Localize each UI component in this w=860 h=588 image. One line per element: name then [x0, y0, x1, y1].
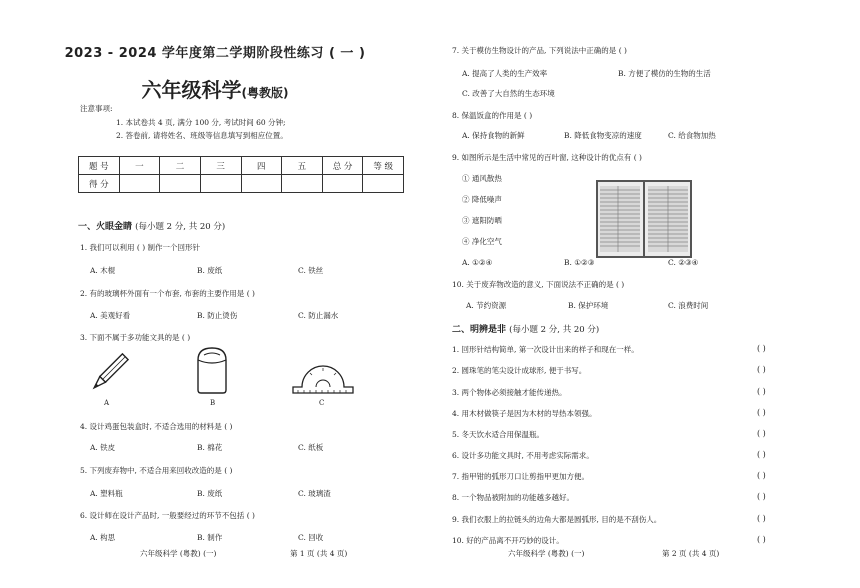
tf-question-2: 2. 圆珠笔的笔尖设计成球形, 便于书写。	[452, 366, 587, 375]
q3-option-b[interactable]: B	[210, 399, 216, 407]
question-4: 4. 设计鸡蛋包装盒时, 不适合选用的材料是 ( )	[80, 422, 233, 431]
score-cell: 二	[160, 157, 201, 175]
tf-question-1: 1. 回形针结构简单, 第一次设计出来的样子和现在一样。	[452, 345, 639, 354]
protractor-ruler-icon[interactable]	[290, 359, 356, 397]
notes-title: 注意事项:	[80, 104, 113, 113]
score-cell: 得 分	[79, 175, 120, 193]
q7-option-a[interactable]: A. 提高了人类的生产效率	[462, 69, 548, 78]
tf-answer-5[interactable]: ( )	[757, 429, 766, 438]
q6-option-b[interactable]: B. 制作	[197, 533, 223, 542]
question-9: 9. 如图所示是生活中常见的百叶窗, 这种设计的优点有 ( )	[452, 153, 642, 162]
score-cell: 总 分	[322, 157, 363, 175]
note-1: 1. 本试卷共 4 页, 满分 100 分, 考试时间 60 分钟;	[116, 118, 286, 127]
subject-title	[0, 74, 430, 103]
tf-answer-6[interactable]: ( )	[757, 450, 766, 459]
score-input-cell[interactable]	[200, 175, 241, 193]
q4-option-b[interactable]: B. 棉花	[197, 443, 223, 452]
tf-answer-9[interactable]: ( )	[757, 514, 766, 523]
footer-page-number: 第 2 页 (共 4 页)	[662, 549, 720, 558]
question-8: 8. 保温饭盒的作用是 ( )	[452, 111, 533, 120]
score-cell: 四	[241, 157, 282, 175]
score-cell: 等 级	[363, 157, 404, 175]
score-cell: 题 号	[79, 157, 120, 175]
q1-option-c[interactable]: C. 铁丝	[298, 266, 324, 275]
tf-answer-3[interactable]: ( )	[757, 387, 766, 396]
q7-option-b[interactable]: B. 方便了模仿的生物的生活	[618, 69, 711, 78]
section-1-title: 一、火眼金睛	[78, 222, 133, 232]
section-2-note: (每小题 2 分, 共 20 分)	[509, 325, 600, 335]
pencil-icon[interactable]	[88, 352, 130, 394]
tf-answer-10[interactable]: ( )	[757, 535, 766, 544]
q2-option-b[interactable]: B. 防止烫伤	[197, 311, 238, 320]
edition: (粤教版)	[241, 86, 289, 100]
tf-question-10: 10. 好的产品离不开巧妙的设计。	[452, 536, 564, 545]
score-table-header-row	[79, 157, 404, 175]
q3-option-a[interactable]: A	[104, 399, 110, 407]
tf-question-4: 4. 用木材做筷子是因为木材的导热本领强。	[452, 409, 597, 418]
q5-option-c[interactable]: C. 玻璃渣	[298, 489, 331, 498]
q9-item-3: ③ 遮阳防晒	[462, 216, 502, 225]
q4-option-a[interactable]: A. 铁皮	[90, 443, 116, 452]
q9-item-1: ① 通风散热	[462, 174, 502, 183]
tf-answer-1[interactable]: ( )	[757, 344, 766, 353]
tf-question-5: 5. 冬天饮水适合用保温瓶。	[452, 430, 545, 439]
section-2-heading	[452, 322, 599, 335]
q7-option-c[interactable]: C. 改善了大自然的生态环境	[462, 89, 555, 98]
q8-option-c[interactable]: C. 给食物加热	[668, 131, 716, 140]
score-input-cell[interactable]	[241, 175, 282, 193]
question-7: 7. 关于模仿生物设计的产品, 下列说法中正确的是 ( )	[452, 46, 627, 55]
score-table	[78, 156, 404, 193]
footer-subject: 六年级科学 (粤教) (一)	[508, 549, 585, 558]
q9-option-b[interactable]: B. ①②③	[564, 258, 595, 267]
score-cell: 五	[282, 157, 323, 175]
tf-question-8: 8. 一个物品被附加的功能越多越好。	[452, 493, 575, 502]
page-2	[430, 0, 860, 588]
tf-question-6: 6. 设计多功能文具时, 不用考虑实际需求。	[452, 451, 594, 460]
tf-question-9: 9. 我们衣服上的拉链头的边角大都是圆弧形, 目的是不刮伤人。	[452, 515, 662, 524]
score-cell: 三	[200, 157, 241, 175]
section-1-heading	[78, 219, 225, 232]
section-1-note: (每小题 2 分, 共 20 分)	[135, 222, 226, 232]
score-input-cell[interactable]	[282, 175, 323, 193]
tf-answer-7[interactable]: ( )	[757, 471, 766, 480]
tf-answer-4[interactable]: ( )	[757, 408, 766, 417]
score-table-score-row	[79, 175, 404, 193]
q9-item-4: ④ 净化空气	[462, 237, 502, 246]
note-2: 2. 答卷前, 请将姓名、班级等信息填写到相应位置。	[116, 131, 288, 140]
q9-option-c[interactable]: C. ②③④	[668, 258, 699, 267]
q6-option-a[interactable]: A. 构思	[90, 533, 116, 542]
subject-name: 六年级科学	[141, 78, 242, 102]
q5-option-b[interactable]: B. 废纸	[197, 489, 223, 498]
q5-option-a[interactable]: A. 塑料瓶	[90, 489, 123, 498]
score-input-cell[interactable]	[160, 175, 201, 193]
question-10: 10. 关于废弃物改造的意义, 下面说法不正确的是 ( )	[452, 280, 625, 289]
tf-question-3: 3. 两个物体必须接触才能传递热。	[452, 388, 567, 397]
tf-answer-2[interactable]: ( )	[757, 365, 766, 374]
tf-answer-8[interactable]: ( )	[757, 492, 766, 501]
score-input-cell[interactable]	[322, 175, 363, 193]
score-input-cell[interactable]	[363, 175, 404, 193]
q9-item-2: ② 降低噪声	[462, 195, 502, 204]
question-2: 2. 有的玻璃杯外面有一个布套, 布套的主要作用是 ( )	[80, 289, 255, 298]
question-1: 1. 我们可以利用 ( ) 制作一个回形针	[80, 243, 201, 252]
q6-option-c[interactable]: C. 回收	[298, 533, 324, 542]
q8-option-a[interactable]: A. 保持食物的新鲜	[462, 131, 525, 140]
q3-option-c[interactable]: C	[319, 399, 325, 407]
q10-option-a[interactable]: A. 节约资源	[466, 301, 507, 310]
exam-title: 2023 - 2024 学年度第二学期阶段性练习 ( 一 )	[64, 46, 366, 61]
q1-option-b[interactable]: B. 废纸	[197, 266, 223, 275]
q9-option-a[interactable]: A. ①②④	[462, 258, 493, 267]
blinds-icon	[598, 182, 690, 256]
q10-option-b[interactable]: B. 保护环境	[568, 301, 609, 310]
footer-subject: 六年级科学 (粤教) (一)	[140, 549, 217, 558]
q2-option-a[interactable]: A. 美观好看	[90, 311, 131, 320]
question-6: 6. 设计师在设计产品时, 一般要经过的环节不包括 ( )	[80, 511, 255, 520]
q1-option-a[interactable]: A. 木棍	[90, 266, 116, 275]
pencil-box-icon[interactable]	[192, 344, 232, 396]
question-5: 5. 下列废弃物中, 不适合用来回收改造的是 ( )	[80, 466, 233, 475]
tf-question-7: 7. 指甲钳的弧形刀口让剪指甲更加方便。	[452, 472, 590, 481]
score-input-cell[interactable]	[119, 175, 160, 193]
question-3: 3. 下面不属于多功能文具的是 ( )	[80, 333, 191, 342]
q10-option-c[interactable]: C. 浪费时间	[668, 301, 709, 310]
section-2-title: 二、明辨是非	[452, 325, 507, 335]
blinds-window-image	[596, 180, 692, 258]
q4-option-c[interactable]: C. 纸板	[298, 443, 324, 452]
q2-option-c[interactable]: C. 防止漏水	[298, 311, 339, 320]
score-cell: 一	[119, 157, 160, 175]
q8-option-b[interactable]: B. 降低食物变凉的速度	[564, 131, 642, 140]
footer-page-number: 第 1 页 (共 4 页)	[290, 549, 348, 558]
